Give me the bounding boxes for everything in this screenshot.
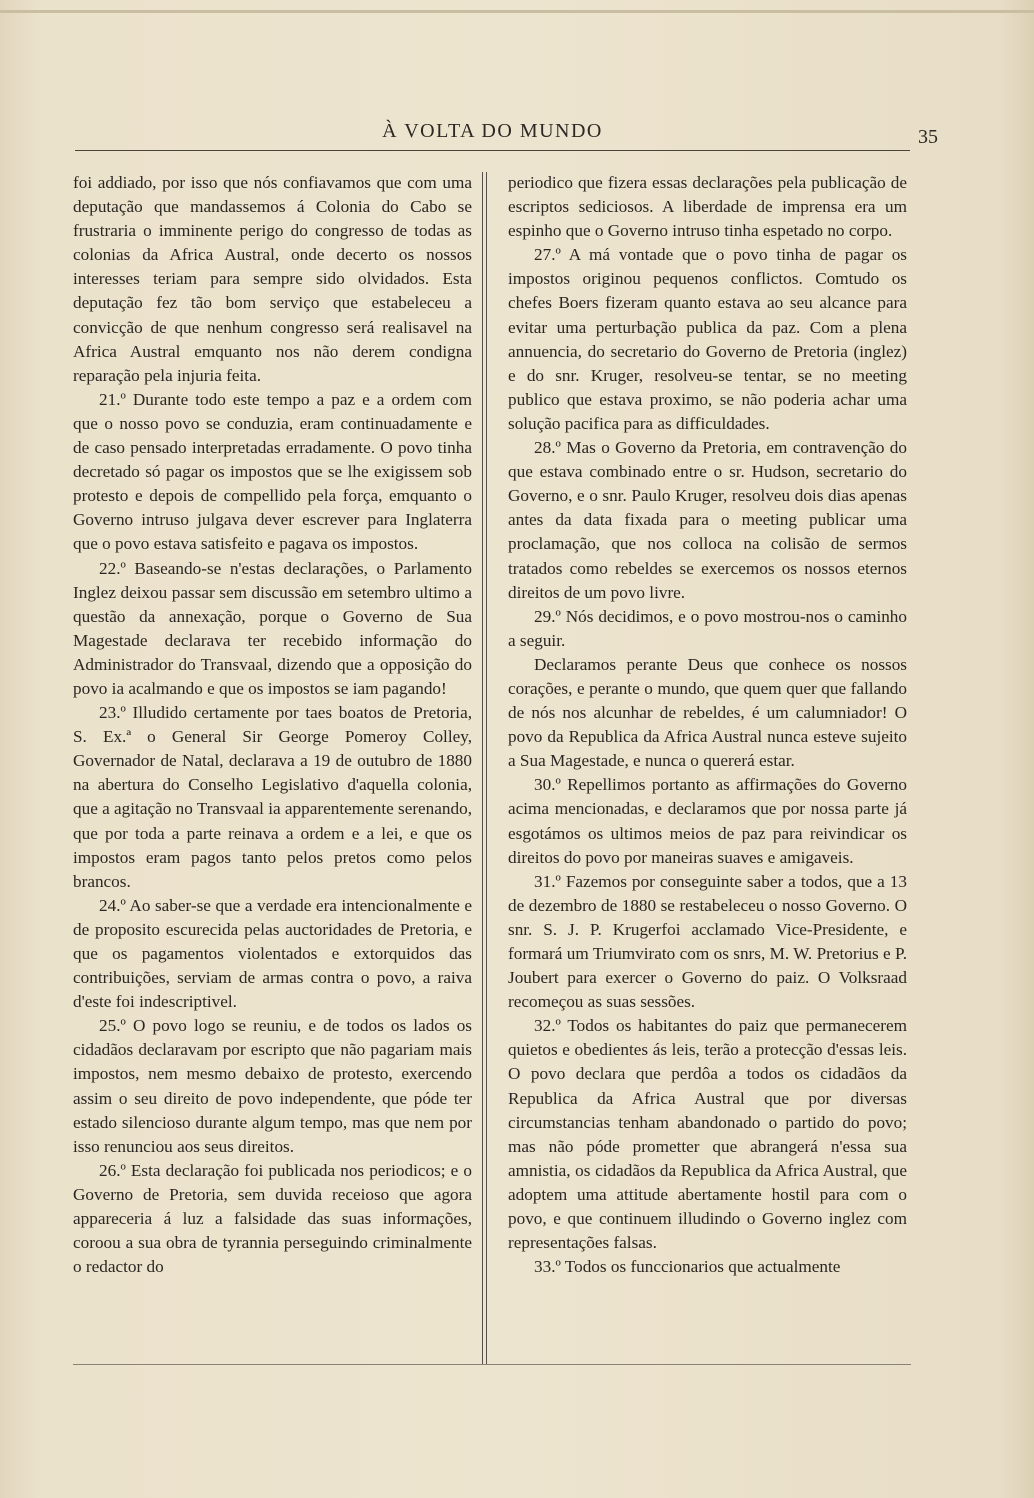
paragraph-21: 21.º Durante todo este tempo a paz e a ordem com que o nosso povo se conduzia, eram continuadamente e de caso pensado interpretadas erradamente. O povo tinha decretado só pagar os impostos que se lhe exigissem sob protesto e depois de compellido pela força, emquanto o Governo intruso julgava dever escrever para Inglaterra que o povo estava satisfeito e pagava os impostos. <box>73 389 472 554</box>
paragraph-30: 30.º Repellimos portanto as affirmações do Governo acima mencionadas, e declaramos que por nossa parte já esgotámos os ultimos meios de paz para reivindicar os direitos do povo por maneiras suaves e amigaveis. <box>508 775 907 867</box>
paragraph-29: 29.º Nós decidimos, e o povo mostrou-nos o caminho a seguir. <box>508 606 907 650</box>
top-edge-rule <box>0 10 1034 13</box>
paragraph-25: 25.º O povo logo se reuniu, e de todos os lados os cidadãos declaravam por escripto que não pagariam mais impostos, nem mesmo debaixo de protesto, exercendo assim o seu direito de povo independente, que póde ter estado silencioso durante algum tempo, mas que nem por isso renunciou aos seus direitos. <box>73 1016 472 1156</box>
page-header <box>75 118 938 152</box>
paragraph-33: 33.º Todos os funccionarios que actualmente <box>534 1257 841 1277</box>
column-divider <box>482 172 487 1364</box>
right-column <box>508 171 907 1279</box>
paragraph-26: 26.º Esta declaração foi publicada nos periodicos; e o Governo de Pretoria, sem duvida receioso que agora appareceria á luz a falsidade das suas informações, coroou a sua obra de tyrannia perseguindo criminalmente o redactor do <box>73 1160 472 1277</box>
paragraph-23: 23.º Illudido certamente por taes boatos de Pretoria, S. Ex.ª o General Sir George Pomeroy Colley, Governador de Natal, declarava a 19 de outubro de 1880 na abertura do Conselho Legislativo d'aquella colonia, que a agitação no Transvaal ia apparentemente serenando, que por toda a parte reinava a ordem e a lei, e que os impostos eram pagos tanto pelos pretos como pelos brancos. <box>73 703 472 891</box>
running-title: À VOLTA DO MUNDO <box>382 120 603 142</box>
page-number: 35 <box>918 126 938 148</box>
bottom-rule <box>73 1364 911 1365</box>
paragraph-declaration: Declaramos perante Deus que conhece os nossos corações, e perante o mundo, que quem quer que fallando de nós nos alcunhar de rebeldes, é um calumniador! O povo da Republica da Africa Austral nunca esteve sujeito a Sua Magestade, e nunca o quererá estar. <box>508 654 907 771</box>
paragraph-32: 32.º Todos os habitantes do paiz que permanecerem quietos e obedientes ás leis, terão a protecção d'essas leis. O povo declara que perdôa a todos os cidadãos da Republica da Africa Austral que por diversas circumstancias tenham abandonado o partido do povo; mas não póde prometter que abrangerá n'essa sua amnistia, os cidadãos da Republica da Africa Austral, que adoptem uma attitude abertamente hostil para com o povo, e que continuem illudindo o Governo inglez com representações falsas. <box>508 1016 907 1253</box>
paragraph-28: 28.º Mas o Governo da Pretoria, em contravenção do que estava combinado entre o sr. Hudson, secretario do Governo, e o snr. Paulo Kruger, resolveu dois dias apenas antes da data fixada para o meeting publicar uma proclamação, que nos colloca na colisão de sermos tratados como rebeldes se exercemos os nossos eternos direitos de um povo livre. <box>508 438 907 602</box>
paragraph-24: 24.º Ao saber-se que a verdade era intencionalmente e de proposito escurecida pelas auctoridades de Pretoria, e que os pagamentos violentados e extorquidos das contribuições, serviam de armas contra o povo, a raiva d'este foi indescriptivel. <box>73 895 472 1012</box>
paragraph-22: 22.º Baseando-se n'estas declarações, o Parlamento Inglez deixou passar sem discussão em setembro ultimo a questão da annexação, porque o Governo de Sua Magestade declarava ter recebido informação do Administrador do Transvaal, dizendo que a opposição do povo ia acalmando e que os impostos se iam pagando! <box>73 558 472 698</box>
paragraph-31: 31.º Fazemos por conseguinte saber a todos, que a 13 de dezembro de 1880 se restabeleceu o nosso Governo. O snr. S. J. P. Krugerfoi acclamado Vice-Presidente, e formará um Triumvirato com os snrs, M. W. Pretorius e P. Joubert para exercer o Governo do paiz. O Volksraad recomeçou as suas sessões. <box>508 871 907 1012</box>
left-column <box>73 171 472 1279</box>
paragraph-continuation: foi addiado, por isso que nós confiavamos que com uma deputação que mandassemos á Colonia do Cabo se frustraria o imminente perigo do congresso de todas as colonias da Africa Austral, onde decerto os nossos interesses teriam para sempre sido olvidados. Esta deputação fez tão bom serviço que estabeleceu a convicção de que nenhum congresso será realisavel na Africa Austral emquanto nos não derem condigna reparação pela injuria feita. <box>73 173 472 385</box>
paragraph-27: 27.º A má vontade que o povo tinha de pagar os impostos originou pequenos conflictos. Comtudo os chefes Boers fizeram quanto estava ao seu alcance para evitar uma perturbação publica da paz. Com a plena annuencia, do secretario do Governo de Pretoria (inglez) e do snr. Kruger, resolveu-se tentar, se no meeting publico que estava proximo, se não poderia achar uma solução pacifica para as difficuldades. <box>508 245 907 433</box>
paragraph-26-continuation: periodico que fizera essas declarações pela publicação de escriptos sediciosos. A liberdade de imprensa era um espinho que o Governo intruso tinha espetado no corpo. <box>508 173 907 241</box>
header-rule <box>75 150 910 151</box>
